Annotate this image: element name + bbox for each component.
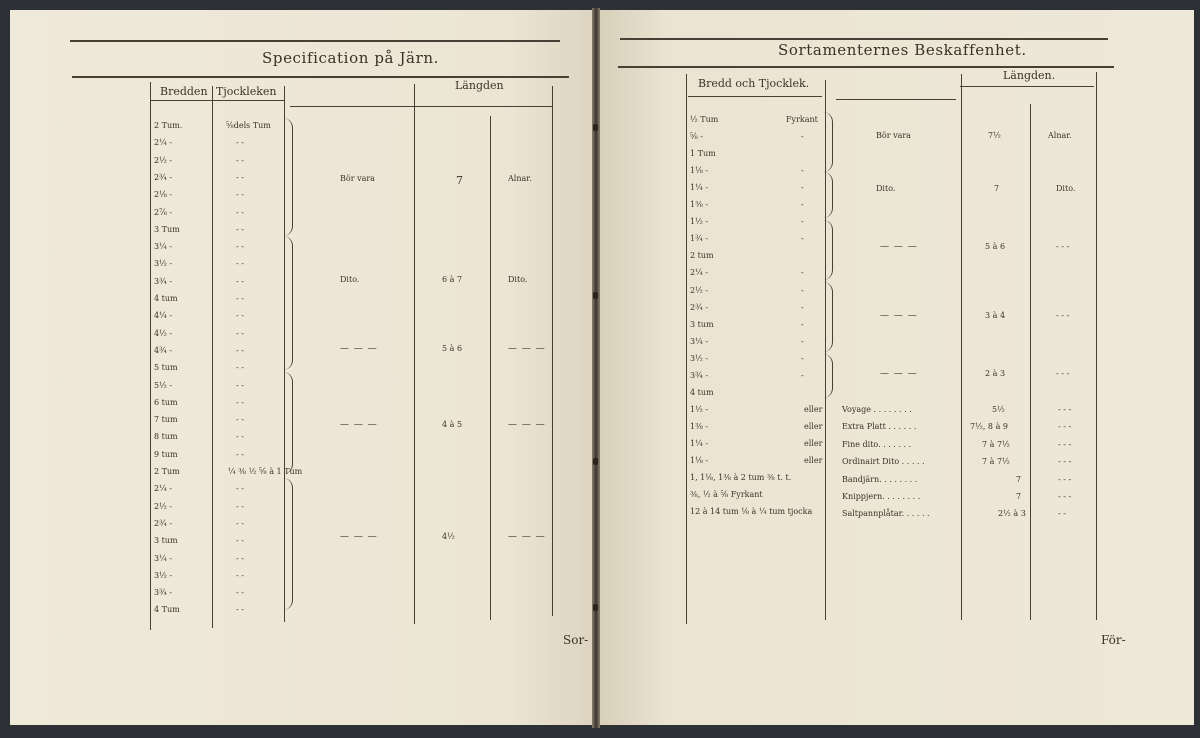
right-catchword: För- — [1101, 633, 1126, 647]
right-kind-name: Knippjern. . . . . . . . — [842, 492, 921, 501]
left-row-tjocklek: - - — [236, 155, 244, 165]
left-row-tjocklek: - - — [236, 172, 244, 182]
right-group-unit: Dito. — [1056, 184, 1076, 193]
left-row-bredd: 3½ - — [154, 259, 173, 269]
left-group-length: 7 — [456, 174, 463, 187]
left-row-bredd: 4¼ - — [154, 311, 173, 321]
right-kind-length: 2½ à 3 — [998, 509, 1026, 519]
right-col-rule — [1096, 72, 1097, 620]
right-row-tjocklek: - — [801, 183, 804, 193]
left-group-label: — — — — [340, 532, 378, 542]
left-header-bredden: Bredden — [160, 85, 208, 98]
left-row-bredd: 3¾ - — [154, 588, 173, 598]
right-group-length: 2 à 3 — [985, 369, 1006, 378]
left-row-bredd: 4 tum — [154, 294, 178, 303]
right-kind-name: Extra Platt . . . . . . — [842, 422, 917, 432]
right-col-rule — [686, 74, 687, 624]
right-kind-unit: - - — [1058, 509, 1066, 519]
right-kind-name: Voyage . . . . . . . . — [842, 405, 912, 414]
left-col-rule — [552, 86, 553, 616]
right-header-bredd: Bredd och Tjocklek. — [698, 77, 810, 90]
right-row-bredd: 1½ - — [690, 404, 709, 414]
left-group-unit: Dito. — [508, 275, 528, 284]
left-row-bredd: 2⅞ - — [154, 207, 173, 217]
left-row-tjocklek: - - — [236, 190, 244, 200]
right-kind-length: 7½, 8 à 9 — [970, 422, 1008, 432]
right-header-underline-2 — [836, 99, 956, 100]
right-group-unit: Alnar. — [1048, 131, 1072, 140]
left-row-tjocklek: - - — [236, 294, 244, 303]
right-group-length: 5 à 6 — [985, 242, 1006, 251]
right-brace — [822, 172, 833, 218]
left-row-bredd: 5 tum — [154, 363, 178, 373]
left-row-tjocklek: ⅝dels Tum — [226, 121, 271, 130]
right-row-tjocklek: - — [801, 302, 804, 312]
right-group-label: — — — — [880, 242, 918, 252]
left-header-underline — [150, 100, 284, 101]
right-group-length: 7½ — [988, 131, 1001, 140]
right-row-bredd: 1 Tum — [690, 149, 716, 159]
right-kind-unit: - - - — [1058, 405, 1072, 414]
right-kind-length: 5½ — [992, 405, 1005, 414]
right-group-length: 7 — [994, 184, 1000, 193]
left-row-tjocklek: - - — [236, 536, 244, 546]
left-group-label: — — — — [340, 344, 378, 354]
right-row-tjocklek: - — [801, 166, 804, 176]
left-row-tjocklek: - - — [236, 397, 244, 407]
right-row-bredd: 1¼ - — [690, 438, 709, 448]
right-group-unit: - - - — [1056, 311, 1070, 320]
left-row-tjocklek: - - — [236, 207, 244, 217]
right-row-bredd: 1⅛ - — [690, 166, 709, 176]
right-kind-name: Ordinairt Dito . . . . . — [842, 457, 925, 467]
right-kind-name: Fine dito. . . . . . . — [842, 439, 912, 449]
right-row-tjocklek: - — [801, 200, 804, 210]
left-row-tjocklek: - - — [236, 276, 244, 286]
right-row-bredd: 2¾ - — [690, 302, 709, 312]
left-row-bredd: 4¾ - — [154, 345, 173, 355]
left-row-tjocklek: - - — [236, 432, 244, 442]
left-row-bredd: 2½ - — [154, 155, 173, 165]
left-row-tjocklek: - - — [236, 570, 244, 580]
left-group-unit: — — — — [508, 344, 546, 354]
left-row-tjocklek: - - — [236, 553, 244, 563]
left-group-unit: — — — — [508, 420, 546, 430]
left-row-tjocklek: - - — [236, 345, 244, 355]
right-row-bredd: 1, 1⅛, 1⅜ à 2 tum ⅜ t. t. — [690, 473, 792, 483]
right-row-bredd: ⅝ - — [690, 132, 703, 142]
right-row-bredd: 3¼ - — [690, 336, 709, 346]
right-brace — [822, 354, 833, 398]
left-row-bredd: 4 Tum — [154, 605, 180, 615]
right-top-rule — [620, 38, 1108, 40]
left-row-bredd: 2½ - — [154, 501, 173, 511]
right-row-bredd: 1⅜ - — [690, 200, 709, 210]
left-row-bredd: 2¾ - — [154, 172, 173, 182]
right-row-tjocklek: Fyrkant — [786, 115, 818, 124]
right-kind-unit: - - - — [1058, 422, 1072, 432]
left-group-length: 4 à 5 — [442, 420, 463, 429]
right-row-bredd: ⅜, ½ à ⅝ Fyrkant — [690, 490, 763, 500]
left-row-bredd: 2⅛ - — [154, 190, 173, 200]
left-row-bredd: 8 tum — [154, 432, 178, 442]
left-row-bredd: 2¼ - — [154, 138, 173, 148]
left-row-tjocklek: - - — [236, 224, 244, 234]
right-brace — [822, 112, 833, 172]
left-row-tjocklek: - - — [236, 311, 244, 321]
right-group-length: 3 à 4 — [985, 311, 1006, 320]
left-col-rule — [150, 82, 151, 630]
left-row-tjocklek: ¼ ⅜ ½ ⅝ à 1 Tum — [228, 467, 303, 476]
right-col-rule — [961, 74, 962, 620]
left-row-bredd: 6 tum — [154, 397, 178, 407]
right-row-tjocklek: - — [801, 370, 804, 380]
right-group-label: — — — — [880, 311, 918, 321]
left-group-label: Dito. — [340, 275, 360, 284]
right-kind-length: 7 à 7½ — [982, 439, 1010, 449]
right-kind-unit: - - - — [1058, 439, 1072, 449]
left-row-bredd: 9 tum — [154, 449, 178, 459]
right-row-tjocklek: - — [801, 268, 804, 278]
left-group-unit: — — — — [508, 532, 546, 542]
right-group-label: Dito. — [876, 184, 896, 193]
binding-stitch — [593, 292, 598, 299]
left-col-rule — [414, 84, 415, 624]
left-row-tjocklek: - - — [236, 518, 244, 528]
right-group-unit: - - - — [1056, 369, 1070, 378]
left-row-bredd: 3½ - — [154, 570, 173, 580]
left-page — [10, 10, 594, 725]
right-kind-unit: - - - — [1058, 457, 1072, 467]
right-brace — [822, 220, 833, 280]
right-row-bredd: 2¼ - — [690, 268, 709, 278]
left-brace — [282, 236, 293, 370]
right-row-tjocklek: - — [801, 234, 804, 244]
right-row-tjocklek: - — [801, 285, 804, 295]
left-group-label: — — — — [340, 420, 378, 430]
right-row-bredd: 2 tum — [690, 251, 714, 261]
right-row-bredd: ½ Tum — [690, 115, 719, 124]
right-row-bredd: 1⅜ - — [690, 421, 709, 431]
right-row-tjocklek: - — [801, 132, 804, 142]
right-row-tjocklek: - — [801, 319, 804, 329]
left-row-tjocklek: - - — [236, 380, 244, 390]
left-brace — [282, 372, 293, 474]
left-row-bredd: 3 Tum — [154, 224, 180, 234]
right-group-label: Bör vara — [876, 131, 911, 140]
right-row-tjocklek: eller — [804, 456, 823, 465]
right-row-bredd: 3 tum — [690, 319, 714, 329]
right-group-unit: - - - — [1056, 242, 1070, 251]
left-row-bredd: 3¼ - — [154, 242, 173, 252]
left-row-tjocklek: - - — [236, 484, 244, 494]
left-row-tjocklek: - - — [236, 605, 244, 615]
right-header-underline-3 — [960, 86, 1094, 87]
left-row-tjocklek: - - — [236, 363, 244, 373]
left-row-tjocklek: - - — [236, 415, 244, 425]
left-row-bredd: 2¾ - — [154, 518, 173, 528]
left-row-bredd: 7 tum — [154, 415, 178, 425]
left-row-bredd: 2¼ - — [154, 484, 173, 494]
right-row-bredd: 1⅛ - — [690, 456, 709, 465]
right-group-label: — — — — [880, 369, 918, 379]
right-row-bredd: 1¾ - — [690, 234, 709, 244]
right-row-tjocklek: eller — [804, 421, 823, 431]
left-group-length: 5 à 6 — [442, 344, 463, 353]
book-gutter — [592, 8, 600, 728]
right-row-bredd: 1½ - — [690, 217, 709, 227]
right-header-underline — [688, 96, 822, 97]
left-row-bredd: 4½ - — [154, 328, 173, 338]
left-group-label: Bör vara — [340, 174, 375, 183]
right-title-rule — [618, 66, 1114, 68]
right-row-bredd: 1¼ - — [690, 183, 709, 193]
left-row-tjocklek: - - — [236, 138, 244, 148]
left-header-underline-2 — [290, 106, 552, 107]
right-page — [598, 10, 1194, 725]
binding-stitch — [593, 124, 598, 131]
left-header-tjockleken: Tjockleken — [216, 85, 277, 98]
binding-stitch — [593, 458, 598, 465]
right-header-langden: Längden. — [1003, 69, 1056, 82]
left-row-tjocklek: - - — [236, 259, 244, 269]
right-row-tjocklek: eller — [804, 438, 823, 448]
left-row-tjocklek: - - — [236, 449, 244, 459]
left-group-length: 6 à 7 — [442, 275, 463, 284]
left-row-bredd: 5½ - — [154, 380, 173, 390]
right-kind-unit: - - - — [1058, 474, 1072, 484]
right-row-tjocklek: - — [801, 336, 804, 346]
right-col-rule — [1030, 104, 1031, 620]
left-brace — [282, 478, 293, 610]
left-brace — [282, 118, 293, 236]
right-kind-length: 7 — [1016, 474, 1022, 484]
binding-stitch — [593, 604, 598, 611]
right-row-bredd: 2½ - — [690, 285, 709, 295]
right-row-bredd: 3½ - — [690, 353, 709, 363]
right-row-tjocklek: - — [801, 217, 804, 227]
left-header-langden: Längden — [455, 79, 504, 92]
left-row-bredd: 3¼ - — [154, 553, 173, 563]
right-row-tjocklek: - — [801, 353, 804, 363]
left-row-bredd: 3 tum — [154, 536, 178, 546]
left-row-tjocklek: - - — [236, 328, 244, 338]
left-col-rule — [490, 116, 491, 620]
right-kind-name: Saltpannplåtar. . . . . . — [842, 509, 930, 519]
left-top-rule — [70, 40, 560, 42]
left-page-title: Specification på Järn. — [262, 49, 439, 67]
right-kind-length: 7 — [1016, 492, 1022, 501]
left-col-rule — [212, 86, 213, 628]
right-row-bredd: 4 tum — [690, 387, 714, 397]
right-row-bredd: 12 à 14 tum ⅛ à ¼ tum tjocka — [690, 507, 813, 517]
right-row-bredd: 3¾ - — [690, 370, 709, 380]
right-page-title: Sortamenternes Beskaffenhet. — [778, 41, 1027, 59]
right-row-tjocklek: eller — [804, 404, 823, 414]
right-kind-unit: - - - — [1058, 492, 1072, 501]
left-row-bredd: 2 Tum — [154, 467, 180, 476]
left-group-unit: Alnar. — [508, 174, 532, 183]
left-catchword: Sor- — [563, 633, 589, 647]
left-group-length: 4½ — [442, 532, 455, 541]
left-row-tjocklek: - - — [236, 588, 244, 598]
left-row-bredd: 3¾ - — [154, 276, 173, 286]
right-kind-length: 7 à 7½ — [982, 457, 1010, 467]
left-row-tjocklek: - - — [236, 501, 244, 511]
left-title-rule — [72, 76, 569, 78]
left-row-tjocklek: - - — [236, 242, 244, 252]
left-row-bredd: 2 Tum. — [154, 121, 183, 130]
right-kind-name: Bandjärn. . . . . . . . — [842, 474, 918, 484]
right-brace — [822, 282, 833, 352]
